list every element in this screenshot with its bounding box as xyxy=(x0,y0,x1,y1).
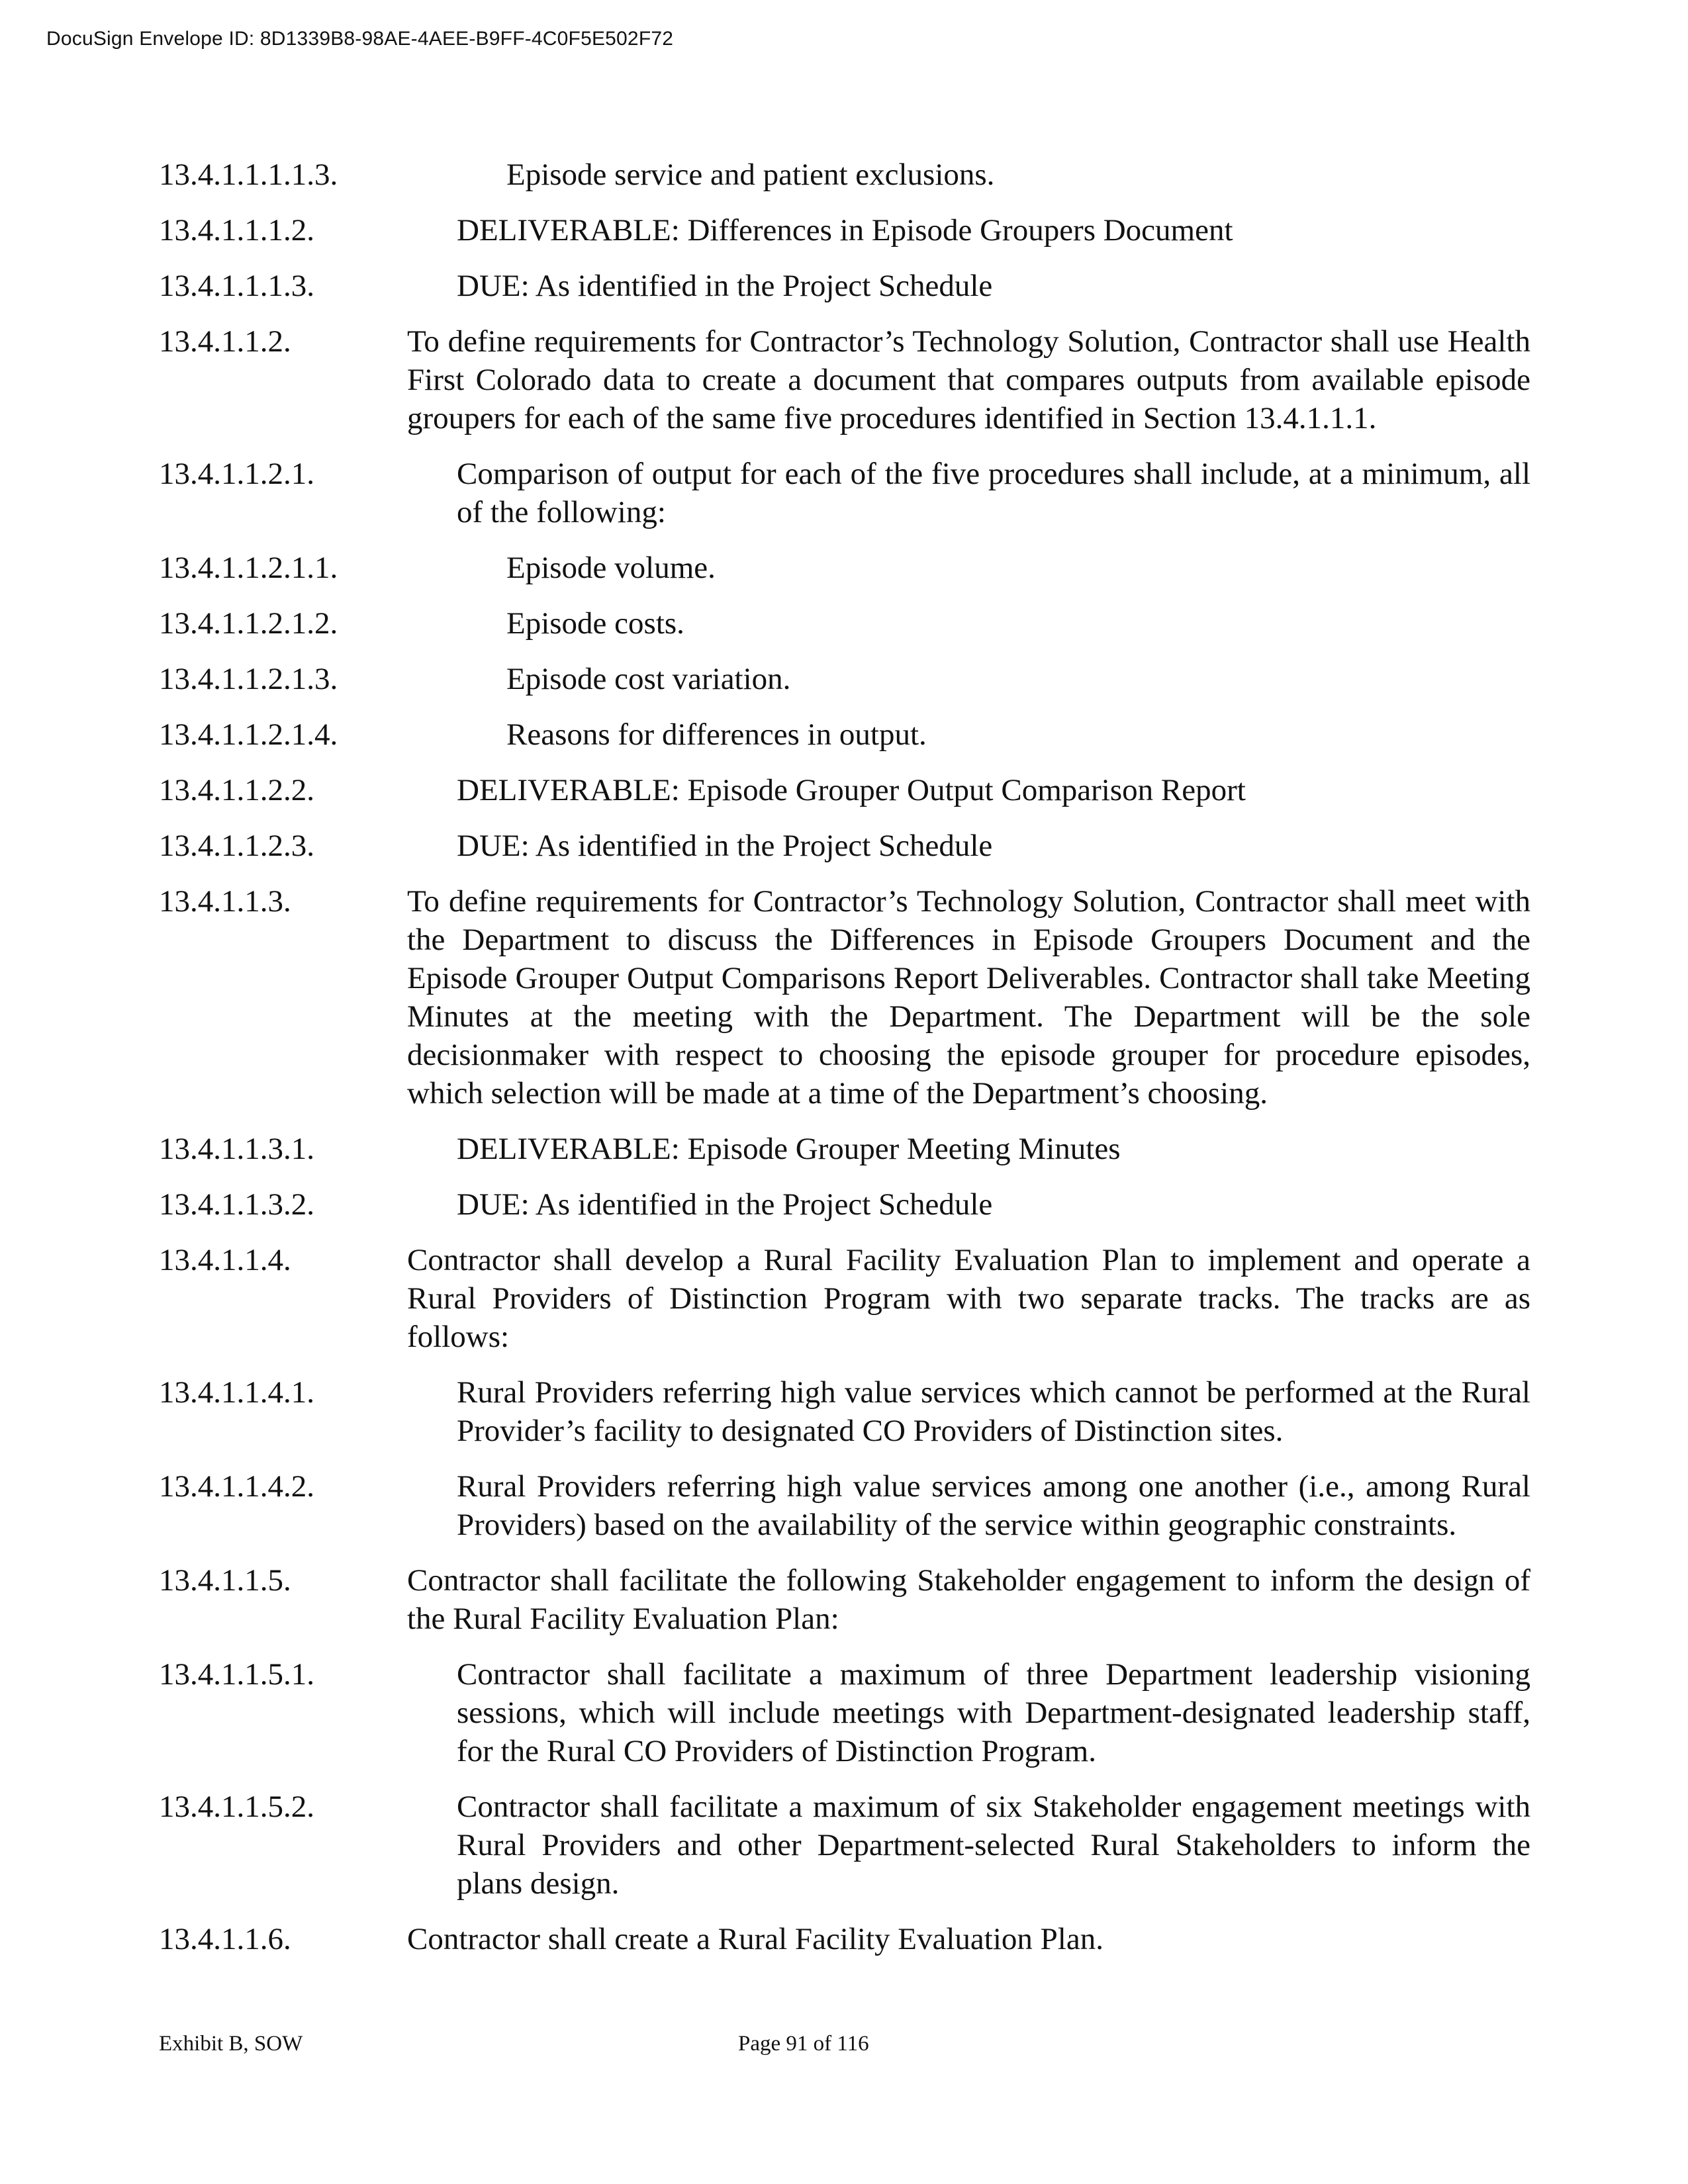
footer-page-number: Page 91 of 116 xyxy=(738,2032,869,2056)
section-number: 13.4.1.1.2.2. xyxy=(159,773,314,807)
section-item xyxy=(159,1467,1530,1544)
section-item xyxy=(159,455,1530,531)
section-number: 13.4.1.1.2.1.3. xyxy=(159,662,338,696)
section-text: To define requirements for Contractor’s Technology Solution, Contractor shall meet with the Department to discuss the Differences in Episode Groupers Document and the Episode Grouper Output Comparisons Report Deliverables. Contractor shall take Meeting Minutes at the meeting with the Department. The Department will be the sole decisionmaker with respect to choosing the episode grouper for procedure episodes, which selection will be made at a time of the Department’s choosing. xyxy=(407,884,1530,1111)
section-item xyxy=(159,1788,1530,1903)
document-body xyxy=(159,156,1530,1976)
section-item xyxy=(159,156,1530,194)
section-text: Contractor shall develop a Rural Facility Evaluation Plan to implement and operate a Rural Providers of Distinction Program with two separate tracks. The tracks are as follows: xyxy=(407,1243,1530,1354)
section-item xyxy=(159,1920,1530,1958)
section-item xyxy=(159,660,1530,698)
section-number: 13.4.1.1.4. xyxy=(159,1243,291,1277)
section-text: Episode volume. xyxy=(506,551,716,585)
section-item xyxy=(159,715,1530,754)
section-item xyxy=(159,549,1530,587)
section-text: Episode costs. xyxy=(506,606,684,641)
section-text: DELIVERABLE: Episode Grouper Output Comparison Report xyxy=(457,773,1246,807)
section-text: DELIVERABLE: Episode Grouper Meeting Minutes xyxy=(457,1132,1121,1166)
section-text: DUE: As identified in the Project Schedule xyxy=(457,269,993,303)
section-text: Contractor shall facilitate a maximum of six Stakeholder engagement meetings with Rural Providers and other Department-selected Rural Stakeholders to inform the plans design. xyxy=(457,1790,1530,1901)
section-text: Episode service and patient exclusions. xyxy=(506,158,995,192)
section-item xyxy=(159,1130,1530,1168)
section-text: Rural Providers referring high value services among one another (i.e., among Rural Providers) based on the availability of the service within geographic constraints. xyxy=(457,1469,1530,1542)
section-number: 13.4.1.1.2.1.1. xyxy=(159,551,338,585)
section-item xyxy=(159,1241,1530,1356)
section-item xyxy=(159,1561,1530,1638)
section-item xyxy=(159,827,1530,865)
section-number: 13.4.1.1.5. xyxy=(159,1563,291,1598)
section-number: 13.4.1.1.2.3. xyxy=(159,829,314,863)
footer-exhibit: Exhibit B, SOW xyxy=(159,2032,303,2056)
section-item xyxy=(159,604,1530,643)
section-item xyxy=(159,1373,1530,1450)
section-number: 13.4.1.1.3.2. xyxy=(159,1187,314,1222)
section-number: 13.4.1.1.6. xyxy=(159,1922,291,1956)
section-item xyxy=(159,882,1530,1113)
section-number: 13.4.1.1.2. xyxy=(159,324,291,359)
section-number: 13.4.1.1.4.1. xyxy=(159,1375,314,1410)
section-number: 13.4.1.1.1.1.3. xyxy=(159,158,338,192)
section-text: Contractor shall facilitate the following Stakeholder engagement to inform the design of the Rural Facility Evaluation Plan: xyxy=(407,1563,1530,1636)
section-number: 13.4.1.1.2.1.4. xyxy=(159,717,338,752)
section-number: 13.4.1.1.3.1. xyxy=(159,1132,314,1166)
section-number: 13.4.1.1.1.3. xyxy=(159,269,314,303)
section-number: 13.4.1.1.3. xyxy=(159,884,291,919)
section-number: 13.4.1.1.1.2. xyxy=(159,213,314,248)
section-item xyxy=(159,771,1530,809)
section-number: 13.4.1.1.5.1. xyxy=(159,1657,314,1692)
section-text: DUE: As identified in the Project Schedule xyxy=(457,1187,993,1222)
section-text: Contractor shall create a Rural Facility Evaluation Plan. xyxy=(407,1922,1103,1956)
section-item xyxy=(159,1185,1530,1224)
section-item xyxy=(159,211,1530,250)
section-text: DUE: As identified in the Project Schedule xyxy=(457,829,993,863)
section-text: Rural Providers referring high value services which cannot be performed at the Rural Provider’s facility to designated CO Providers of Distinction sites. xyxy=(457,1375,1530,1448)
section-text: Comparison of output for each of the five procedures shall include, at a minimum, all of the following: xyxy=(457,457,1530,529)
docusign-envelope-id: DocuSign Envelope ID: 8D1339B8-98AE-4AEE-B9FF-4C0F5E502F72 xyxy=(46,28,674,50)
section-item xyxy=(159,1655,1530,1770)
section-text: DELIVERABLE: Differences in Episode Groupers Document xyxy=(457,213,1233,248)
section-item xyxy=(159,322,1530,437)
section-number: 13.4.1.1.2.1.2. xyxy=(159,606,338,641)
section-number: 13.4.1.1.5.2. xyxy=(159,1790,314,1824)
section-text: To define requirements for Contractor’s Technology Solution, Contractor shall use Health First Colorado data to create a document that compares outputs from available episode groupers for each of the same five procedures identified in Section 13.4.1.1.1. xyxy=(407,324,1530,435)
section-number: 13.4.1.1.2.1. xyxy=(159,457,314,491)
section-text: Contractor shall facilitate a maximum of three Department leadership visioning sessions, which will include meetings with Department-designated leadership staff, for the Rural CO Providers of Distinction Program. xyxy=(457,1657,1530,1768)
section-number: 13.4.1.1.4.2. xyxy=(159,1469,314,1504)
section-item xyxy=(159,267,1530,305)
section-text: Reasons for differences in output. xyxy=(506,717,927,752)
section-text: Episode cost variation. xyxy=(506,662,791,696)
